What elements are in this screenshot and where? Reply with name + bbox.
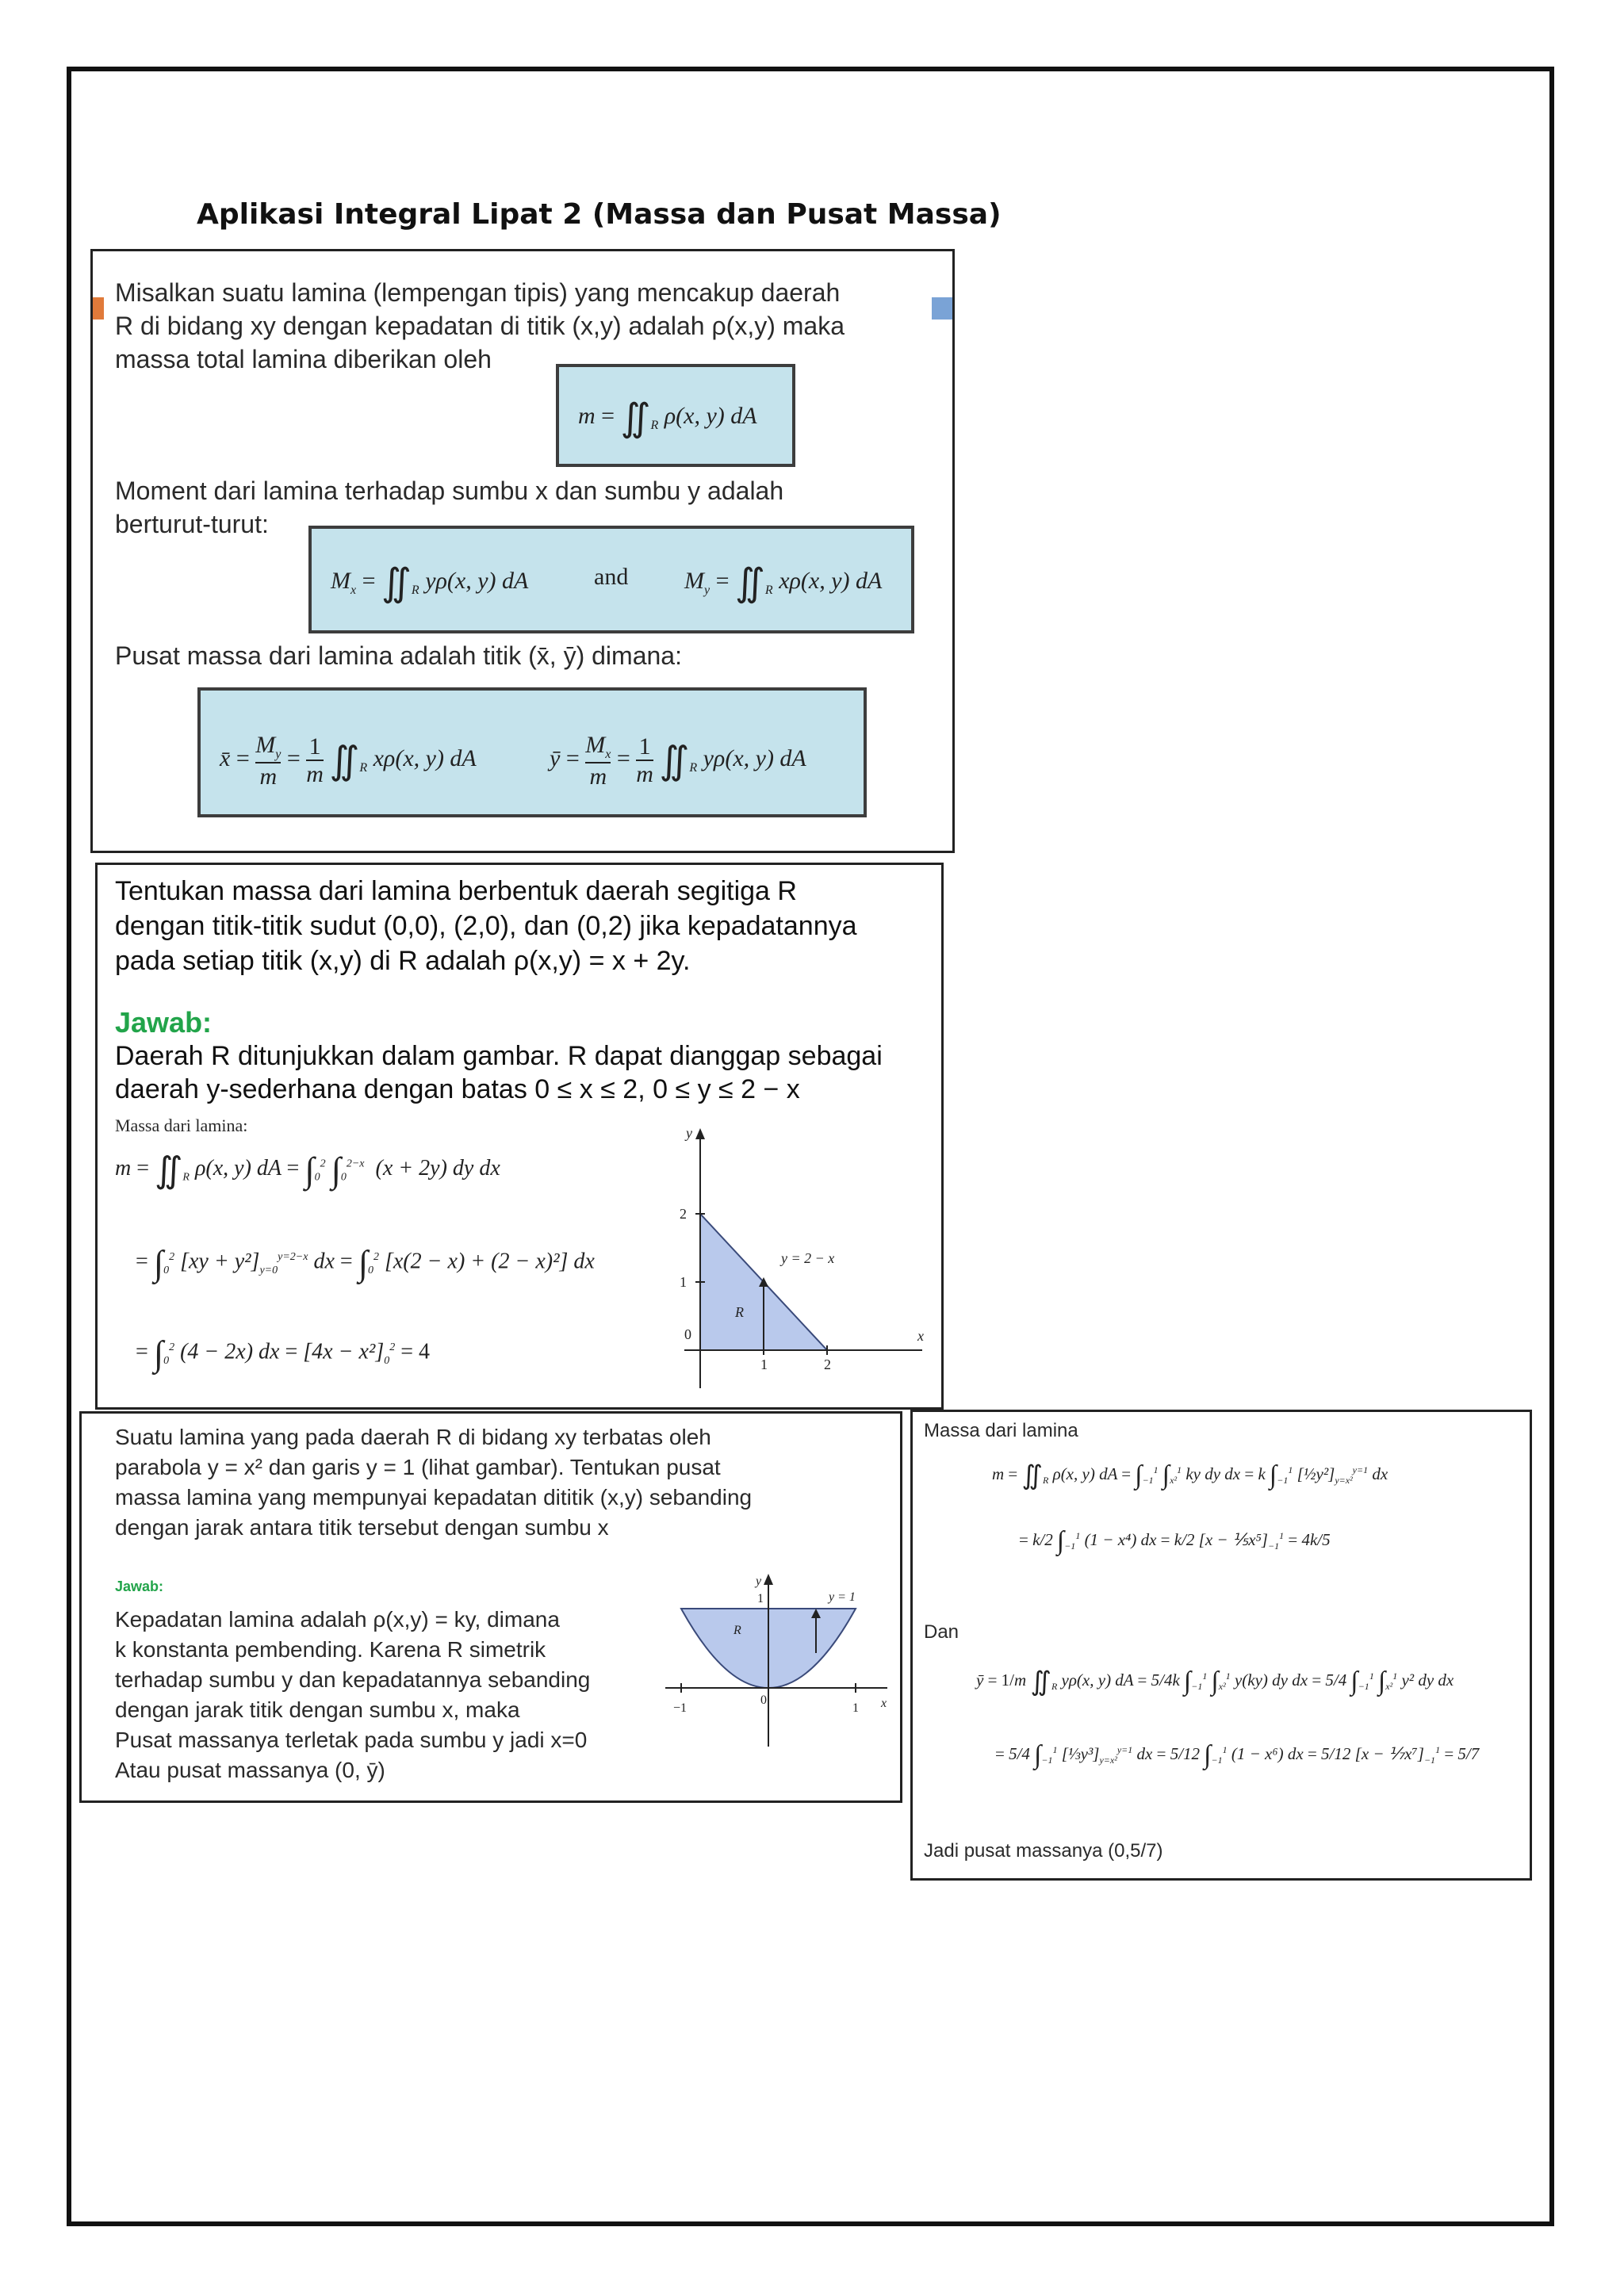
example2-answer-label: Jawab: [115, 1578, 164, 1594]
parabola-x-axis-label: x [881, 1697, 887, 1710]
solution2-ybar-line-2: = 5/4 $\int_{-1}^1$ $[\frac{1}{3}y^3]_{y=x^2}^{y=1}$ dx = 5/12 $\int_{-1}^1$ (1 − x⁶) dx = 5/12 $[x - ⅐x^7]_{-1}^1 = 5/7$ [995, 1740, 1480, 1770]
triangle-region-label: R [735, 1304, 744, 1320]
and-word: and [594, 564, 629, 590]
example1-problem-line-2: dengan titik-titik sudut (0,0), (2,0), dan (0,2) jika kepadatannya [115, 911, 857, 941]
example2-answer-line-4: dengan jarak titik dengan sumbu x, maka [115, 1697, 520, 1722]
example2-problem-line-3: massa lamina yang mempunyai kepadatan dititik (x,y) sebanding [115, 1485, 753, 1510]
example2-answer-line-2: k konstanta pembending. Karena R simetrik [115, 1637, 546, 1662]
parabola-line-label: y = 1 [829, 1590, 856, 1604]
example2-problem-line-1: Suatu lamina yang pada daerah R di bidang xy terbatas oleh [115, 1425, 711, 1449]
triangle-x-tick-1: 1 [760, 1357, 768, 1372]
moment-line-1: Moment dari lamina terhadap sumbu x dan sumbu y adalah [115, 476, 784, 505]
center-x-formula: x̄ = $\frac{M_y}{m}$ = $\frac{1}{m}$ $∬_R$ xρ(x, y) dA [220, 732, 477, 790]
moment-line-2: berturut-turut: [115, 510, 269, 538]
parabola-x-tick-left: −1 [673, 1701, 688, 1715]
example1-step-2: = $\int_0^2$ $[xy + y^2]_{y=0}^{y=2-x}$ dx = $\int_0^2$ [x(2 − x) + (2 − x)²] dx [136, 1243, 595, 1283]
solution2-mass-line-1: $m = ∬_R$ ρ(x, y) dA = $\int_{-1}^1$ $\int_{x^2}^1$ ky dy dx = k $\int_{-1}^1$ $[\frac{1}{2}y^2]_{y=x^2}^{y=1}$ dx [992, 1460, 1388, 1490]
triangle-y-axis-label: y [686, 1127, 692, 1141]
triangle-curve-label: y = 2 − x [781, 1250, 835, 1266]
example1-answer-line-1: Daerah R ditunjukkan dalam gambar. R dapat dianggap sebagai [115, 1041, 883, 1071]
triangle-x-axis-label: x [917, 1328, 924, 1344]
example1-panel [95, 863, 944, 1410]
triangle-y-tick-2: 2 [680, 1206, 687, 1222]
definition-panel [90, 249, 955, 853]
parabola-region-graph [665, 1572, 895, 1770]
moment-x-formula: $M_x$ = $∬_R$ yρ(x, y) dA [331, 562, 529, 604]
triangle-region-graph [668, 1127, 938, 1412]
triangle-y-tick-1: 1 [680, 1274, 687, 1290]
example1-answer-line-2: daerah y-sederhana dengan batas 0 ≤ x ≤ 2, 0 ≤ y ≤ 2 − x [115, 1074, 800, 1104]
parabola-region-label: R [733, 1624, 741, 1637]
solution2-mass-line-2: = k/2 $\int_{-1}^1$ (1 − x⁴) dx = k/2 $[x - \frac{1}{5}x^5]_{-1}^1 = 4k/5$ [1019, 1526, 1331, 1556]
mass-formula-box [556, 364, 795, 467]
parabola-x-tick-0: 0 [760, 1693, 767, 1707]
example1-step-1: $m = ∬_R$ ρ(x, y) dA = $\int_0^2$ $\int_0^{2-x}$ (x + 2y) dy dx [115, 1150, 500, 1190]
document-title: Aplikasi Integral Lipat 2 (Massa dan Pusat Massa) [197, 198, 1002, 231]
example2-problem-line-2: parabola y = x² dan garis y = 1 (lihat gambar). Tentukan pusat [115, 1455, 721, 1479]
example2-answer-line-6: Atau pusat massanya (0, ȳ) [115, 1758, 385, 1782]
definition-intro-line-3: massa total lamina diberikan oleh [115, 345, 492, 373]
solution2-conclusion: Jadi pusat massanya (0,5/7) [924, 1840, 1163, 1862]
mass-formula: $m = ∬_R$ ρ(x, y) dA [578, 397, 757, 439]
solution2-dan: Dan [924, 1621, 959, 1643]
parabola-y-tick: 1 [757, 1592, 764, 1605]
solution2-mass-label: Massa dari lamina [924, 1420, 1078, 1441]
moment-y-formula: $M_y$ = $∬_R$ xρ(x, y) dA [684, 562, 883, 604]
example1-problem-line-3: pada setiap titik (x,y) di R adalah ρ(x,y) = x + 2y. [115, 946, 691, 976]
definition-intro-line-1: Misalkan suatu lamina (lempengan tipis) yang mencakup daerah [115, 278, 841, 307]
blue-marker [932, 297, 952, 320]
example2-panel [79, 1411, 902, 1803]
example1-step-3: = $\int_0^2$ (4 − 2x) dx = $[4x - x^2]_0^2 = 4$ [136, 1334, 431, 1373]
definition-intro-line-2: R di bidang xy dengan kepadatan di titik (x,y) adalah ρ(x,y) maka [115, 312, 845, 340]
center-formula-box [197, 687, 867, 817]
parabola-y-arrow [764, 1574, 773, 1585]
triangle-x-tick-2: 2 [824, 1357, 831, 1372]
example2-answer-line-5: Pusat massanya terletak pada sumbu y jadi x=0 [115, 1728, 588, 1752]
example1-answer-label: Jawab: [115, 1006, 213, 1039]
example2-problem-line-4: dengan jarak antara titik tersebut dengan sumbu x [115, 1515, 609, 1540]
center-of-mass-line: Pusat massa dari lamina adalah titik (x̄, ȳ) dimana: [115, 641, 682, 670]
moment-formula-box [308, 526, 914, 633]
example1-problem-line-1: Tentukan massa dari lamina berbentuk daerah segitiga R [115, 876, 797, 906]
orange-marker [93, 297, 104, 320]
parabola-y-axis-label: y [756, 1575, 762, 1588]
example2-answer-line-3: terhadap sumbu y dan kepadatannya sebanding [115, 1667, 591, 1692]
triangle-x-tick-0: 0 [684, 1326, 691, 1342]
center-y-formula: ȳ = $\frac{M_x}{m}$ = $\frac{1}{m}$ $∬_R$ yρ(x, y) dA [550, 732, 806, 790]
solution2-ybar-line-1: ȳ = 1/m $∬_R$ yρ(x, y) dA = 5/4k $\int_{-1}^1$ $\int_{x^2}^1$ y(ky) dy dx = 5/4 $\int_{-1}^1$ $\int_{x^2}^1$ y² dy dx [976, 1667, 1454, 1697]
solution2-panel [910, 1410, 1532, 1881]
triangle-y-arrow [695, 1128, 705, 1139]
parabola-x-tick-right: 1 [852, 1701, 859, 1715]
example1-mass-label: Massa dari lamina: [115, 1115, 248, 1135]
example2-answer-line-1: Kepadatan lamina adalah ρ(x,y) = ky, dimana [115, 1607, 560, 1632]
